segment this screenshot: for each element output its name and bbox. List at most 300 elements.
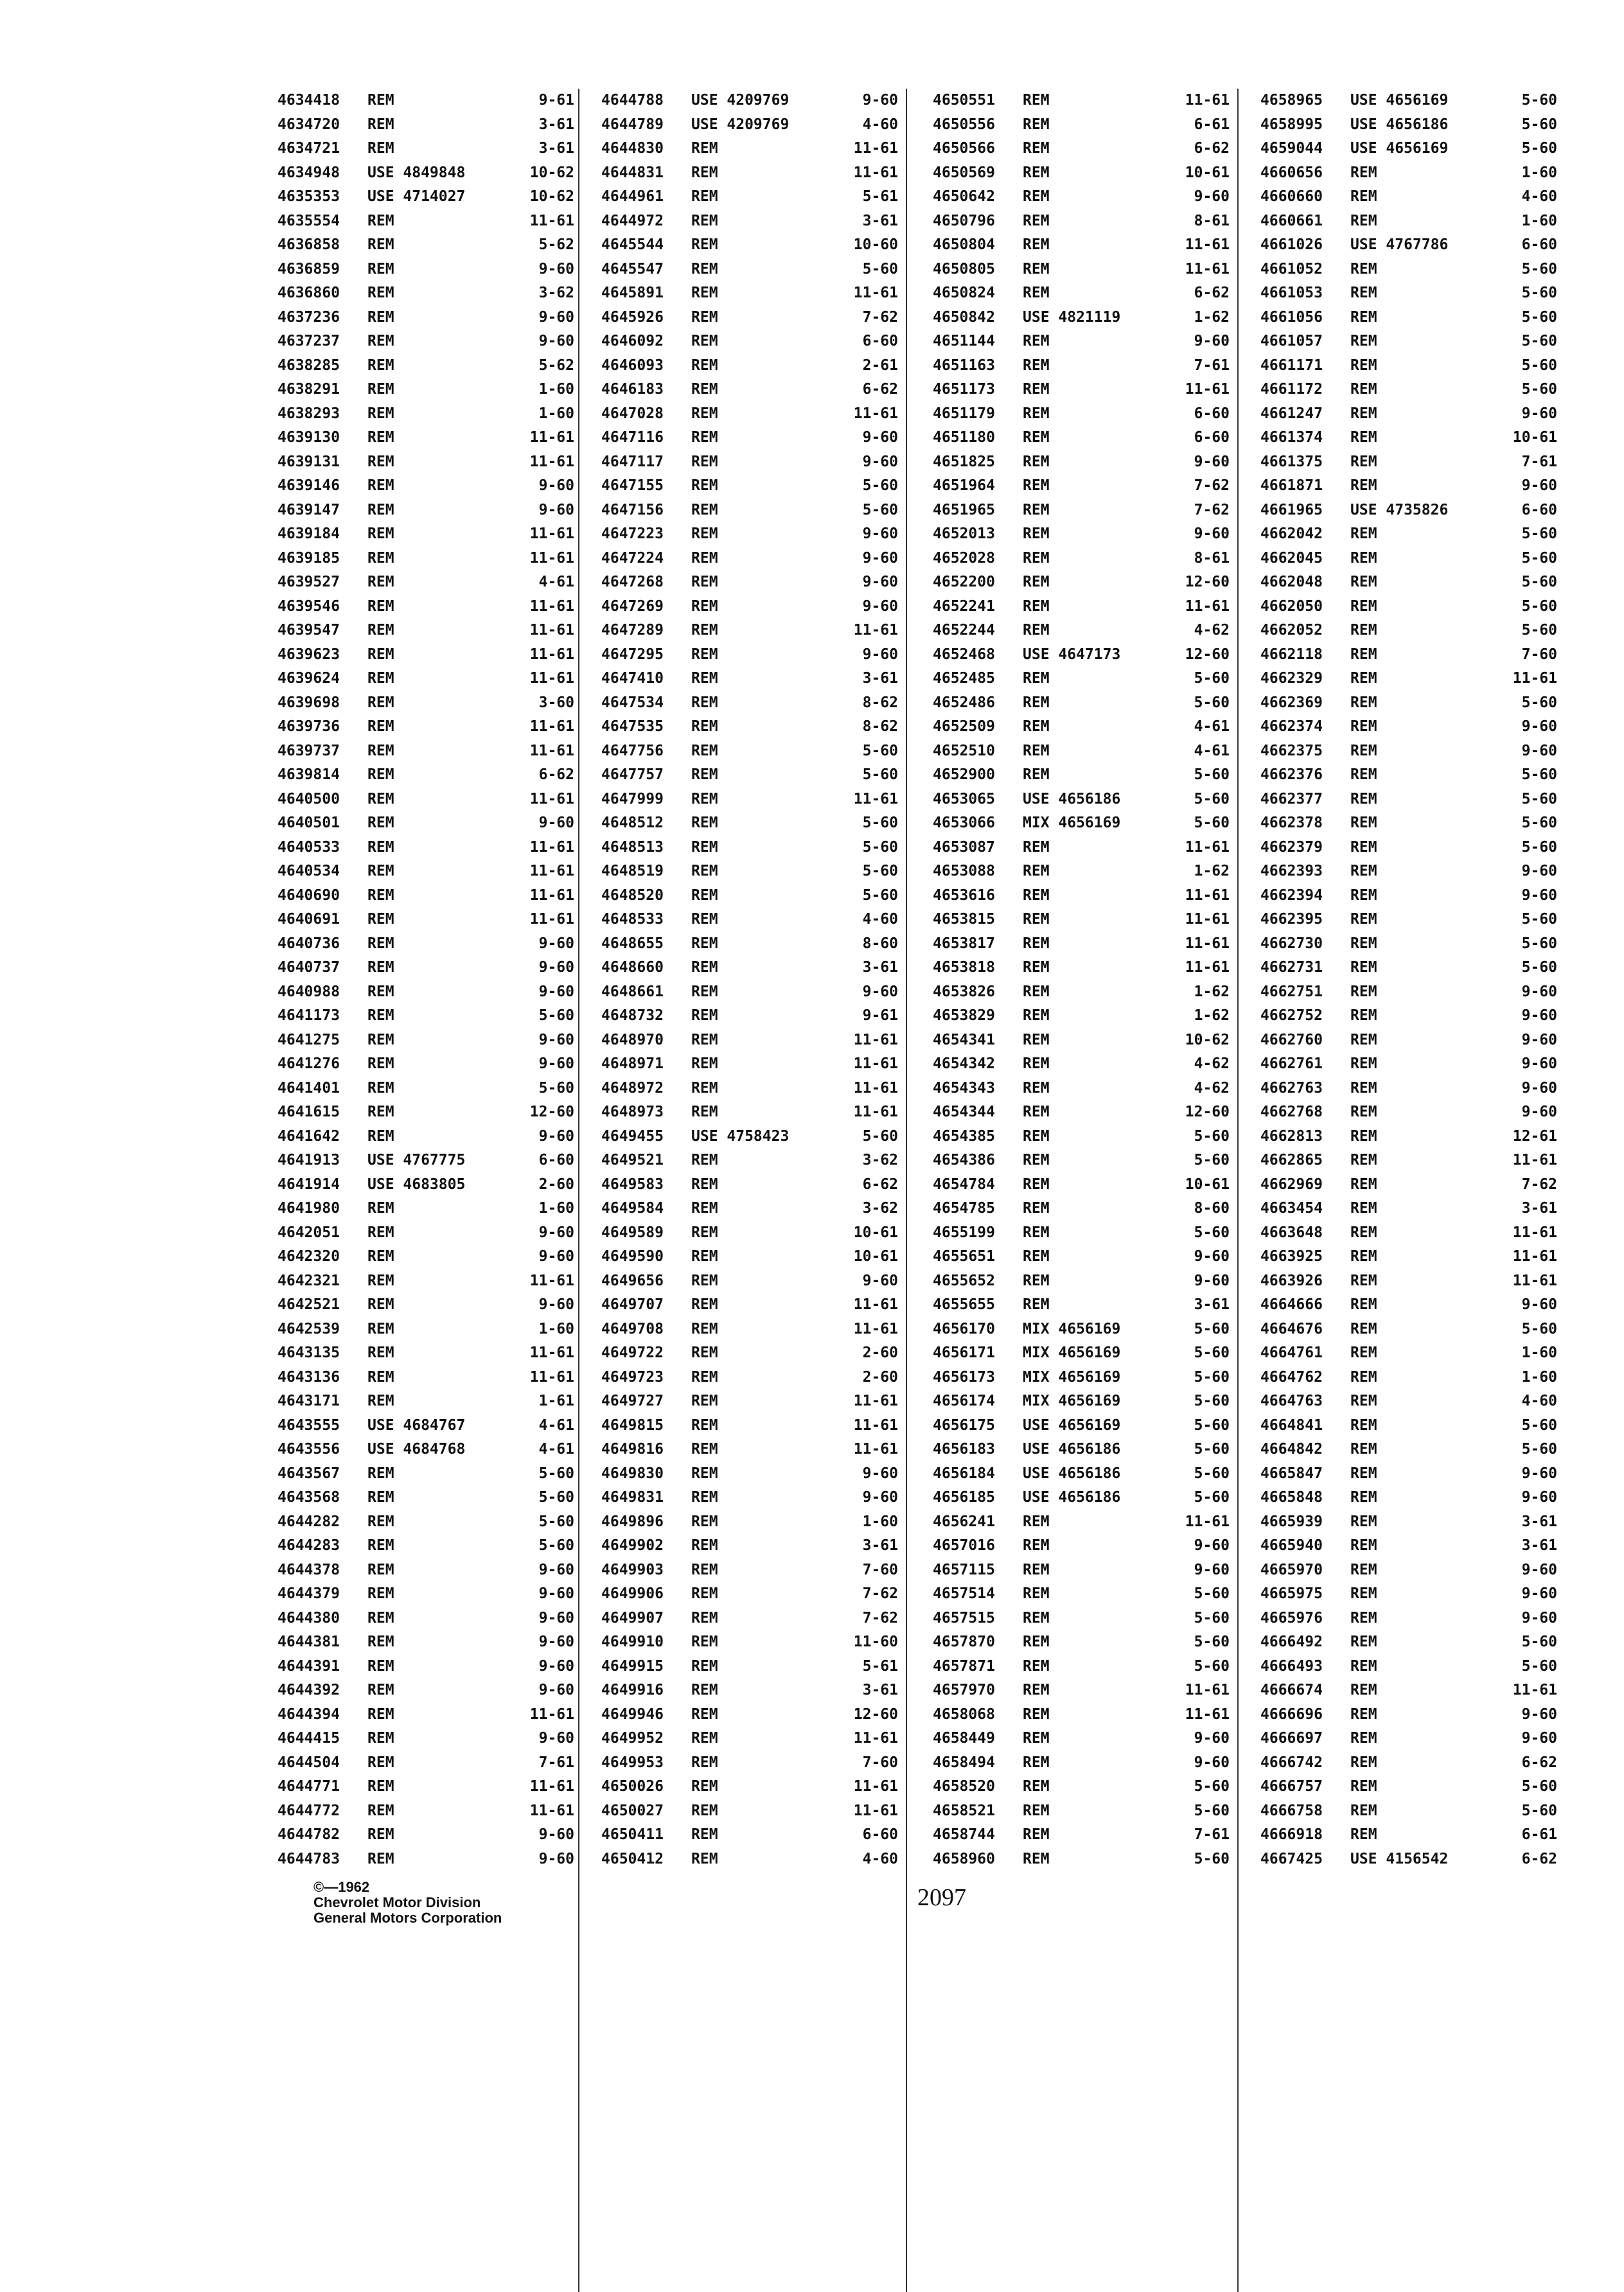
part-action: REM	[691, 597, 718, 615]
part-date: 9-60	[1194, 1754, 1230, 1771]
part-date: 1-60	[1521, 1368, 1557, 1386]
part-row	[933, 1679, 1230, 1703]
part-number: 4644378	[278, 1561, 340, 1578]
part-row	[933, 1052, 1230, 1077]
part-number: 4654344	[933, 1104, 995, 1120]
part-row	[1260, 1341, 1557, 1366]
part-number: 4665848	[1260, 1489, 1323, 1506]
part-date: 11-61	[853, 790, 898, 807]
part-number: 4649953	[601, 1754, 664, 1771]
part-number: 4651173	[933, 381, 995, 398]
part-row	[933, 1823, 1230, 1847]
parts-column-1	[278, 89, 574, 1871]
part-row	[933, 1703, 1230, 1727]
part-date: 5-60	[1521, 381, 1557, 398]
part-date: 8-61	[1194, 212, 1230, 229]
part-action: REM	[1350, 1537, 1377, 1554]
part-row	[601, 980, 898, 1005]
part-date: 11-61	[853, 1802, 898, 1819]
part-date: 9-60	[862, 646, 898, 663]
part-action: REM	[367, 1272, 394, 1289]
part-date: 3-61	[1521, 1537, 1557, 1554]
part-number: 4649910	[601, 1634, 664, 1650]
part-date: 5-60	[1521, 838, 1557, 856]
part-row	[601, 1558, 898, 1583]
part-number: 4644392	[278, 1682, 340, 1698]
part-number: 4634721	[278, 140, 340, 157]
part-action: REM	[367, 1730, 394, 1747]
part-row	[601, 1366, 898, 1390]
part-date: 5-60	[1521, 116, 1557, 133]
part-row	[933, 763, 1230, 788]
part-date: 5-60	[1194, 1127, 1230, 1145]
part-date: 9-61	[538, 92, 574, 109]
part-action: REM	[691, 1754, 718, 1771]
part-action: REM	[1350, 1055, 1377, 1072]
part-number: 4644282	[278, 1513, 340, 1530]
part-row	[601, 1775, 898, 1799]
part-date: 5-60	[1521, 1441, 1557, 1458]
part-action: REM	[1350, 285, 1377, 301]
part-number: 4656173	[933, 1368, 995, 1386]
part-number: 4665847	[1260, 1465, 1323, 1482]
part-action: USE 4209769	[691, 92, 790, 109]
part-date: 5-60	[1194, 1657, 1230, 1675]
part-number: 4644972	[601, 212, 664, 229]
part-action: REM	[1350, 935, 1377, 952]
part-row	[933, 1775, 1230, 1799]
part-number: 4658995	[1260, 116, 1323, 133]
part-row	[278, 1727, 574, 1751]
part-number: 4638293	[278, 405, 340, 422]
part-action: REM	[1023, 477, 1050, 494]
part-action: REM	[1023, 453, 1050, 470]
part-date: 9-60	[1194, 1537, 1230, 1554]
part-action: REM	[367, 236, 394, 253]
part-number: 4648533	[601, 911, 664, 928]
part-row	[933, 89, 1230, 113]
part-row	[1260, 1486, 1557, 1510]
part-number: 4642051	[278, 1224, 340, 1241]
part-date: 9-60	[538, 1248, 574, 1265]
part-number: 4662813	[1260, 1127, 1323, 1145]
part-action: REM	[691, 357, 718, 374]
part-action: REM	[367, 1055, 394, 1072]
part-row	[278, 1414, 574, 1438]
part-date: 12-60	[1185, 1104, 1230, 1120]
part-action: REM	[367, 1031, 394, 1048]
part-action: REM	[1023, 959, 1050, 976]
part-row	[1260, 932, 1557, 956]
part-action: REM	[1350, 1489, 1377, 1506]
part-date: 7-62	[862, 1585, 898, 1602]
part-action: REM	[691, 646, 718, 663]
part-date: 11-61	[529, 838, 574, 856]
part-number: 4661026	[1260, 236, 1323, 253]
part-action: REM	[1023, 116, 1050, 133]
part-number: 4661374	[1260, 429, 1323, 446]
part-action: REM	[367, 1320, 394, 1337]
part-number: 4641980	[278, 1200, 340, 1217]
part-number: 4639814	[278, 766, 340, 783]
part-number: 4662969	[1260, 1176, 1323, 1193]
part-action: REM	[1023, 983, 1050, 1000]
part-number: 4644831	[601, 164, 664, 181]
part-date: 12-61	[1512, 1127, 1557, 1145]
part-row	[601, 619, 898, 643]
part-date: 12-60	[853, 1706, 898, 1723]
part-date: 11-61	[529, 646, 574, 663]
part-action: REM	[691, 1055, 718, 1072]
part-action: REM	[367, 501, 394, 518]
part-date: 5-60	[1194, 694, 1230, 711]
part-date: 9-60	[538, 308, 574, 326]
part-number: 4648520	[601, 886, 664, 904]
part-number: 4656171	[933, 1344, 995, 1361]
part-action: REM	[1023, 188, 1050, 205]
part-date: 7-60	[1521, 646, 1557, 663]
part-date: 5-60	[1521, 549, 1557, 567]
part-number: 4638291	[278, 381, 340, 398]
part-row	[278, 1245, 574, 1269]
part-row	[278, 1269, 574, 1294]
part-row	[601, 1847, 898, 1872]
part-action: REM	[1023, 1657, 1050, 1675]
part-date: 4-60	[1521, 188, 1557, 205]
part-action: REM	[1350, 886, 1377, 904]
part-number: 4648972	[601, 1079, 664, 1097]
part-action: REM	[367, 670, 394, 687]
part-number: 4641642	[278, 1127, 340, 1145]
part-row	[1260, 1775, 1557, 1799]
part-row	[278, 1510, 574, 1535]
part-number: 4649722	[601, 1344, 664, 1361]
part-number: 4647116	[601, 429, 664, 446]
part-date: 11-61	[1185, 236, 1230, 253]
part-action: REM	[1350, 1296, 1377, 1313]
part-row	[1260, 1221, 1557, 1246]
part-action: REM	[367, 838, 394, 856]
part-action: REM	[367, 1802, 394, 1819]
part-number: 4649916	[601, 1682, 664, 1698]
part-row	[1260, 1534, 1557, 1558]
part-number: 4639698	[278, 694, 340, 711]
part-date: 5-60	[862, 863, 898, 879]
part-number: 4645547	[601, 260, 664, 278]
part-date: 7-61	[538, 1754, 574, 1771]
part-date: 9-60	[1521, 742, 1557, 759]
part-number: 4654341	[933, 1031, 995, 1048]
part-action: REM	[367, 1127, 394, 1145]
part-row	[601, 1341, 898, 1366]
part-action: REM	[1350, 815, 1377, 831]
part-number: 4662752	[1260, 1007, 1323, 1024]
part-action: REM	[1023, 1802, 1050, 1819]
part-row	[1260, 1438, 1557, 1462]
part-date: 5-60	[1521, 333, 1557, 349]
part-row	[1260, 763, 1557, 788]
part-action: REM	[1023, 1127, 1050, 1145]
part-date: 5-60	[1194, 1609, 1230, 1626]
part-number: 4644782	[278, 1826, 340, 1843]
part-date: 5-60	[1194, 1368, 1230, 1386]
part-row	[933, 691, 1230, 716]
part-row	[601, 643, 898, 667]
part-action: REM	[1350, 1127, 1377, 1145]
part-date: 5-60	[1194, 1465, 1230, 1482]
part-date: 5-60	[1521, 911, 1557, 928]
part-row	[933, 281, 1230, 306]
part-action: REM	[691, 863, 718, 879]
part-action: REM	[691, 1730, 718, 1747]
part-row	[1260, 1799, 1557, 1824]
part-number: 4660661	[1260, 212, 1323, 229]
part-date: 11-61	[853, 1031, 898, 1048]
part-row	[933, 1438, 1230, 1462]
part-number: 4662050	[1260, 597, 1323, 615]
part-row	[933, 113, 1230, 137]
part-date: 5-60	[1194, 1416, 1230, 1434]
part-number: 4641275	[278, 1031, 340, 1048]
part-number: 4645891	[601, 285, 664, 301]
part-action: REM	[367, 1537, 394, 1554]
part-action: REM	[367, 694, 394, 711]
part-date: 11-61	[1185, 959, 1230, 976]
part-number: 4653066	[933, 815, 995, 831]
part-row	[601, 595, 898, 619]
part-date: 11-61	[1185, 92, 1230, 109]
part-row	[601, 1004, 898, 1028]
part-number: 4635353	[278, 188, 340, 205]
part-date: 5-61	[862, 1657, 898, 1675]
part-date: 11-61	[529, 670, 574, 687]
part-action: REM	[1350, 1465, 1377, 1482]
part-row	[933, 1125, 1230, 1149]
part-action: USE 4656186	[1023, 790, 1121, 807]
part-row	[601, 1389, 898, 1414]
part-date: 11-61	[529, 863, 574, 879]
part-number: 4647535	[601, 718, 664, 735]
part-date: 11-61	[853, 164, 898, 181]
part-number: 4654386	[933, 1152, 995, 1168]
part-row	[601, 1607, 898, 1631]
part-row	[601, 1269, 898, 1294]
part-number: 4640737	[278, 959, 340, 976]
part-date: 5-60	[1194, 1489, 1230, 1506]
part-action: REM	[691, 742, 718, 759]
part-row	[933, 137, 1230, 161]
part-date: 5-60	[1194, 1802, 1230, 1819]
copyright-year: ©—1962	[313, 1879, 370, 1895]
part-number: 4643556	[278, 1441, 340, 1458]
part-row	[933, 1630, 1230, 1655]
part-row	[278, 643, 574, 667]
part-action: REM	[1023, 236, 1050, 253]
part-row	[601, 811, 898, 836]
part-row	[601, 1727, 898, 1751]
part-number: 4665976	[1260, 1609, 1323, 1626]
part-action: REM	[367, 1513, 394, 1530]
part-number: 4649521	[601, 1152, 664, 1168]
column-divider	[1237, 89, 1239, 2292]
part-date: 11-61	[529, 718, 574, 735]
part-row	[278, 185, 574, 209]
part-row	[933, 1341, 1230, 1366]
part-number: 4661172	[1260, 381, 1323, 398]
part-row	[1260, 1389, 1557, 1414]
part-date: 1-62	[1194, 863, 1230, 879]
part-number: 4644379	[278, 1585, 340, 1602]
part-number: 4648973	[601, 1104, 664, 1120]
part-action: REM	[691, 1272, 718, 1289]
part-date: 11-61	[1185, 260, 1230, 278]
part-date: 9-60	[862, 549, 898, 567]
part-number: 4640988	[278, 983, 340, 1000]
part-row	[278, 330, 574, 354]
part-row	[1260, 1607, 1557, 1631]
part-row	[1260, 1052, 1557, 1077]
part-row	[933, 1799, 1230, 1824]
part-date: 9-60	[538, 1585, 574, 1602]
part-action: REM	[691, 140, 718, 157]
part-number: 4666492	[1260, 1634, 1323, 1650]
part-row	[601, 1655, 898, 1679]
part-date: 5-60	[1521, 1634, 1557, 1650]
part-number: 4655652	[933, 1272, 995, 1289]
part-row	[278, 450, 574, 475]
copyright-corporation: General Motors Corporation	[313, 1910, 502, 1926]
part-row	[1260, 1823, 1557, 1847]
part-action: REM	[367, 140, 394, 157]
part-row	[278, 402, 574, 427]
part-row	[278, 932, 574, 956]
part-number: 4664762	[1260, 1368, 1323, 1386]
part-row	[601, 1245, 898, 1269]
part-row	[933, 788, 1230, 812]
part-number: 4652468	[933, 646, 995, 663]
part-number: 4658449	[933, 1730, 995, 1747]
part-action: REM	[1350, 1200, 1377, 1217]
part-number: 4647295	[601, 646, 664, 663]
part-date: 11-61	[529, 1344, 574, 1361]
part-number: 4656175	[933, 1416, 995, 1434]
part-date: 3-61	[1194, 1296, 1230, 1313]
part-row	[933, 233, 1230, 258]
part-row	[1260, 691, 1557, 716]
part-date: 9-60	[538, 1657, 574, 1675]
part-action: REM	[1023, 1200, 1050, 1217]
part-number: 4662768	[1260, 1104, 1323, 1120]
part-row	[1260, 185, 1557, 209]
column-divider	[578, 89, 579, 2292]
part-date: 6-60	[862, 333, 898, 349]
part-number: 4653818	[933, 959, 995, 976]
part-action: REM	[1023, 140, 1050, 157]
part-number: 4650566	[933, 140, 995, 157]
part-date: 12-60	[529, 1104, 574, 1120]
part-date: 11-61	[853, 1079, 898, 1097]
part-action: REM	[1350, 766, 1377, 783]
part-number: 4647028	[601, 405, 664, 422]
part-action: REM	[1023, 597, 1050, 615]
part-date: 9-60	[862, 574, 898, 590]
part-number: 4651825	[933, 453, 995, 470]
part-row	[933, 330, 1230, 354]
part-row	[1260, 1004, 1557, 1028]
part-number: 4664761	[1260, 1344, 1323, 1361]
part-row	[1260, 715, 1557, 739]
part-action: REM	[367, 766, 394, 783]
part-action: USE 4684768	[367, 1441, 466, 1458]
part-date: 5-60	[1521, 790, 1557, 807]
part-number: 4652510	[933, 742, 995, 759]
part-row	[601, 89, 898, 113]
part-row	[933, 1414, 1230, 1438]
part-row	[1260, 547, 1557, 571]
part-date: 9-60	[862, 429, 898, 446]
part-action: REM	[1350, 1826, 1377, 1843]
part-date: 4-60	[862, 1850, 898, 1867]
part-action: REM	[1350, 1754, 1377, 1771]
part-row	[601, 715, 898, 739]
part-row	[278, 1077, 574, 1101]
part-date: 11-61	[529, 525, 574, 542]
part-row	[278, 209, 574, 234]
part-row	[601, 1197, 898, 1221]
part-row	[601, 739, 898, 764]
part-row	[933, 908, 1230, 932]
part-date: 8-62	[862, 694, 898, 711]
part-row	[1260, 330, 1557, 354]
part-action: REM	[691, 911, 718, 928]
part-date: 11-61	[529, 453, 574, 470]
part-date: 7-60	[862, 1561, 898, 1578]
part-action: REM	[1023, 622, 1050, 639]
part-date: 9-60	[1521, 1561, 1557, 1578]
part-date: 4-62	[1194, 1079, 1230, 1097]
part-date: 9-60	[1521, 405, 1557, 422]
part-date: 7-62	[1521, 1176, 1557, 1193]
part-action: REM	[1350, 1802, 1377, 1819]
part-date: 6-62	[1521, 1850, 1557, 1867]
part-action: USE 4849848	[367, 164, 466, 181]
part-number: 4645926	[601, 308, 664, 326]
part-action: REM	[1023, 429, 1050, 446]
part-action: REM	[1023, 1682, 1050, 1698]
part-row	[601, 354, 898, 378]
part-number: 4662376	[1260, 766, 1323, 783]
part-date: 9-60	[538, 260, 574, 278]
part-action: REM	[1350, 742, 1377, 759]
part-number: 4639185	[278, 549, 340, 567]
part-action: REM	[1350, 863, 1377, 879]
part-number: 4634948	[278, 164, 340, 181]
part-action: REM	[1350, 1634, 1377, 1650]
part-row	[1260, 1366, 1557, 1390]
part-row	[278, 1221, 574, 1246]
part-date: 5-60	[1194, 670, 1230, 687]
part-date: 10-61	[853, 1224, 898, 1241]
part-date: 5-60	[538, 1007, 574, 1024]
part-row	[933, 1318, 1230, 1342]
part-number: 4652200	[933, 574, 995, 590]
part-row	[278, 1655, 574, 1679]
part-date: 9-60	[1521, 1296, 1557, 1313]
part-number: 4658965	[1260, 92, 1323, 109]
part-row	[278, 1775, 574, 1799]
part-date: 9-60	[862, 597, 898, 615]
part-row	[278, 595, 574, 619]
